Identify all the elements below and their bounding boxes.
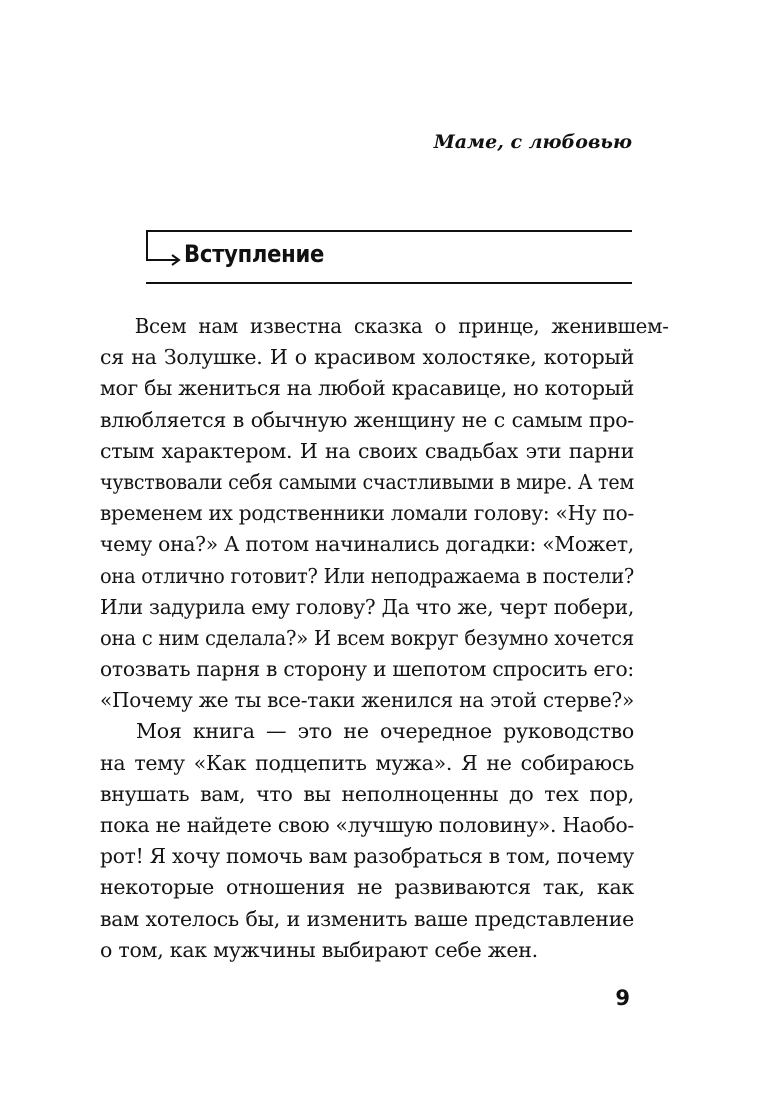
text-line: внушать вам, что вы неполноценны до тех пор, bbox=[100, 781, 634, 806]
heading-bottom-rule bbox=[146, 282, 632, 284]
text-line: временем их родственники ломали голову: «Ну по- bbox=[100, 501, 634, 526]
text-line: «Почему же ты все-таки женился на этой стерве?» bbox=[100, 688, 634, 713]
text-line: влюбляется в обычную женщину не с самым про- bbox=[100, 407, 634, 432]
text-line: вам хотелось бы, и изменить ваше представление bbox=[100, 906, 634, 931]
section-heading bbox=[146, 230, 632, 284]
arrow-bent-right-icon bbox=[146, 230, 182, 270]
text-line: чему она?» А потом начинались догадки: «Может, bbox=[100, 532, 634, 557]
text-line: некоторые отношения не развиваются так, как bbox=[100, 875, 634, 900]
text-line: она отлично готовит? Или неподражаема в постели? bbox=[100, 563, 635, 588]
body-text bbox=[100, 311, 669, 966]
text-line: мог бы жениться на любой красавице, но который bbox=[100, 376, 635, 401]
text-line: рот! Я хочу помочь вам разобраться в том, почему bbox=[100, 844, 635, 869]
text-line: Всем нам известна сказка о принце, женившем- bbox=[134, 314, 669, 338]
text-line: Или задурила ему голову? Да что же, черт побери, bbox=[100, 594, 634, 619]
text-line: ся на Золушке. И о красивом холостяке, который bbox=[100, 345, 634, 370]
text-line: отозвать парня в сторону и шепотом спросить его: bbox=[100, 657, 634, 682]
text-line: она с ним сделала?» И всем вокруг безумно хочется bbox=[100, 625, 634, 650]
text-line: стым характером. И на своих свадьбах эти парни bbox=[100, 438, 634, 463]
text-line: о том, как мужчины выбирают себе жен. bbox=[100, 937, 538, 962]
text-line: пока не найдете свою «лучшую половину». Наобо- bbox=[100, 813, 635, 837]
text-line: чувствовали себя самыми счастливыми в мире. А тем bbox=[100, 469, 634, 494]
heading-top-rule bbox=[146, 230, 632, 232]
page-number: 9 bbox=[615, 986, 630, 1010]
text-line: Моя книга — это не очередное руководство bbox=[136, 719, 634, 744]
dedication: Маме, с любовью bbox=[433, 131, 632, 153]
text-line: на тему «Как подцепить мужа». Я не собираюсь bbox=[100, 750, 634, 775]
section-title: Вступление bbox=[184, 240, 325, 268]
